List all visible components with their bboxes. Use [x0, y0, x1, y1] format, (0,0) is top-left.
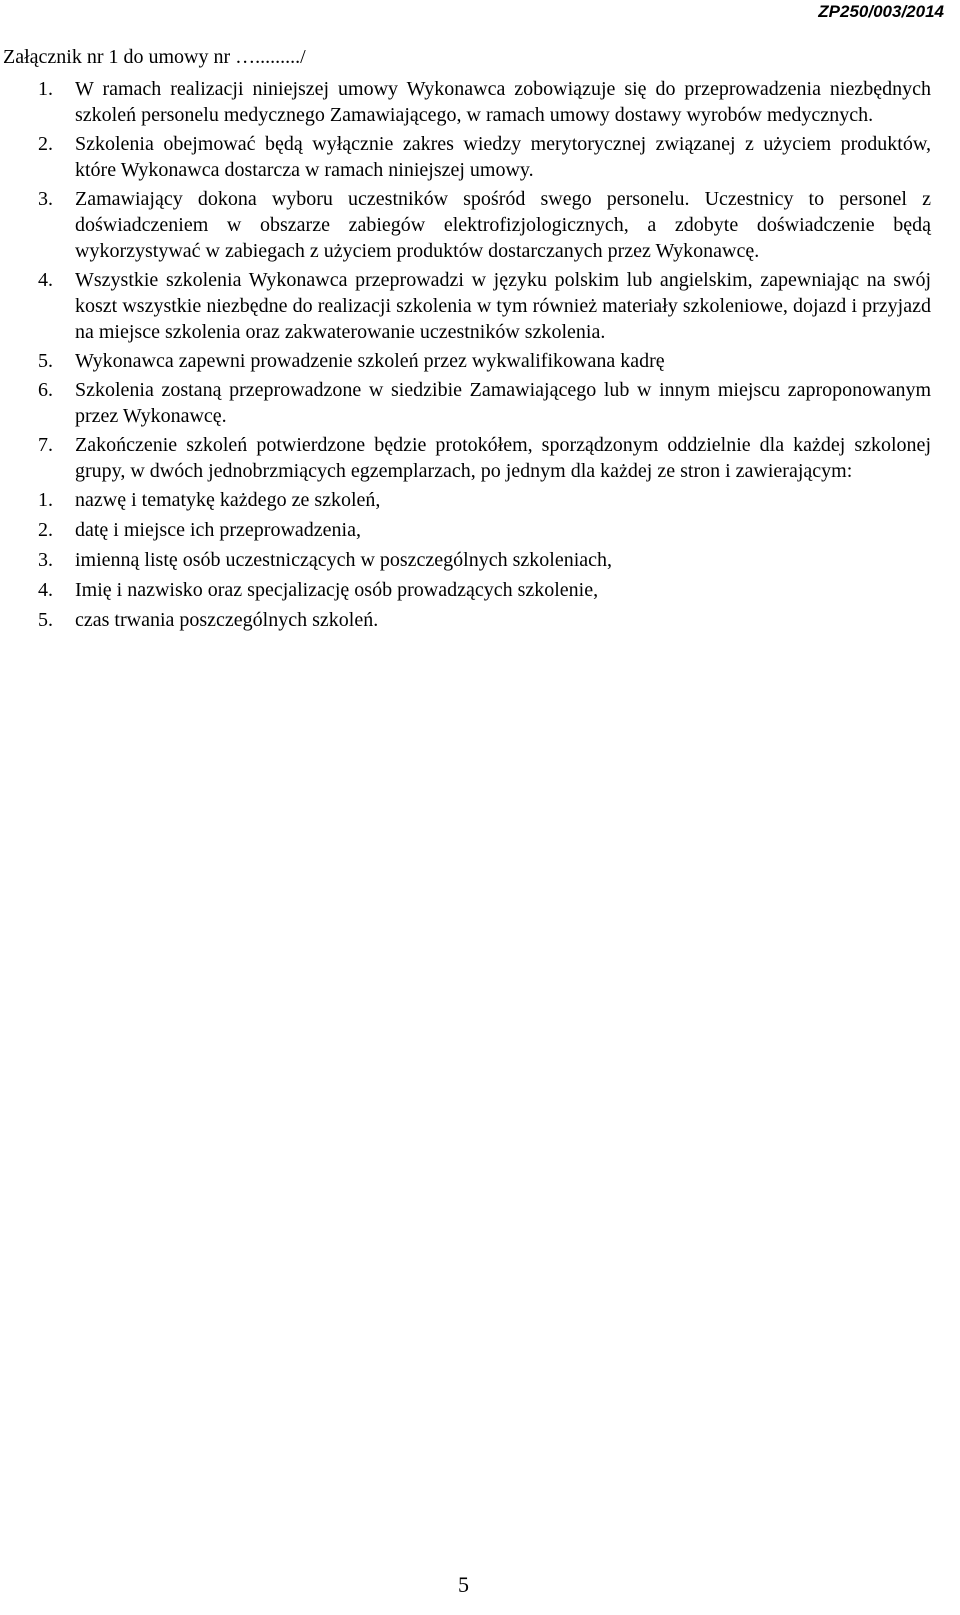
list-item-text: Wszystkie szkolenia Wykonawca przeprowadzi w języku polskim lub angielskim, zapewniając na swój koszt wszystkie niezbędne do realizacji szkolenia w tym również materiały szkoleniowe, dojazd i przyjazd na miejsce szkolenia oraz zakwaterowanie uczestników szkolenia. [75, 269, 931, 343]
list-item [38, 432, 931, 484]
list-item-text: Szkolenia zostaną przeprowadzone w siedzibie Zamawiającego lub w innym miejscu zaproponowanym przez Wykonawcę. [75, 379, 931, 427]
list-item [38, 377, 931, 429]
list-item-text: Wykonawca zapewni prowadzenie szkoleń przez wykwalifikowana kadrę [75, 350, 665, 372]
list-item-number: 3. [38, 188, 53, 210]
page-title: Załącznik nr 1 do umowy nr …........./ [3, 46, 306, 68]
list-item [38, 76, 931, 128]
list-item-text: Szkolenia obejmować będą wyłącznie zakres wiedzy merytorycznej związanej z użyciem produktów, które Wykonawca dostarcza w ramach niniejszej umowy. [75, 133, 931, 181]
list-item-text: Zakończenie szkoleń potwierdzone będzie protokółem, sporządzonym oddzielnie dla każdej szkolonej grupy, w dwóch jednobrzmiących egzemplarzach, po jednym dla każdej ze stron i zawierającym: [75, 434, 931, 482]
protocol-contents-list [38, 487, 931, 633]
list-item [38, 186, 931, 264]
sub-list-item-text: czas trwania poszczególnych szkoleń. [75, 609, 379, 631]
sub-list-item-number: 3. [38, 549, 53, 571]
sub-list-item-number: 4. [38, 579, 53, 601]
document-code: ZP250/003/2014 [818, 2, 944, 21]
list-item-text: Zamawiający dokona wyboru uczestników spośród swego personelu. Uczestnicy to personel z doświadczeniem w obszarze zabiegów elektrofizjologicznych, a zdobyte doświadczenie będą wykorzystywać w zabiegach z użyciem produktów dostarczanych przez Wykonawcę. [75, 188, 931, 262]
list-item-number: 2. [38, 133, 53, 155]
sub-list-item-number: 1. [38, 489, 53, 511]
sub-list-item [38, 547, 931, 573]
list-item-number: 6. [38, 379, 53, 401]
list-item-number: 5. [38, 350, 53, 372]
sub-list-item [38, 607, 931, 633]
list-item [38, 348, 931, 374]
list-item-number: 7. [38, 434, 53, 456]
list-item-number: 4. [38, 269, 53, 291]
sub-list-item-number: 5. [38, 609, 53, 631]
sub-list-item [38, 517, 931, 543]
sub-list-item-number: 2. [38, 519, 53, 541]
sub-list-item [38, 577, 931, 603]
numbered-list [38, 76, 931, 633]
list-item-text: W ramach realizacji niniejszej umowy Wykonawca zobowiązuje się do przeprowadzenia niezbędnych szkoleń personelu medycznego Zamawiającego, w ramach umowy dostawy wyrobów medycznych. [75, 78, 931, 126]
sub-list-item [38, 487, 931, 513]
list-item-number: 1. [38, 78, 53, 100]
sub-list-item-text: datę i miejsce ich przeprowadzenia, [75, 519, 361, 541]
page-number: 5 [458, 1572, 469, 1597]
list-item [38, 131, 931, 183]
sub-list-item-text: Imię i nazwisko oraz specjalizację osób prowadzących szkolenie, [75, 579, 599, 601]
sub-list-item-text: imienną listę osób uczestniczących w poszczególnych szkoleniach, [75, 549, 613, 571]
list-item [38, 267, 931, 345]
sub-list-item-text: nazwę i tematykę każdego ze szkoleń, [75, 489, 381, 511]
